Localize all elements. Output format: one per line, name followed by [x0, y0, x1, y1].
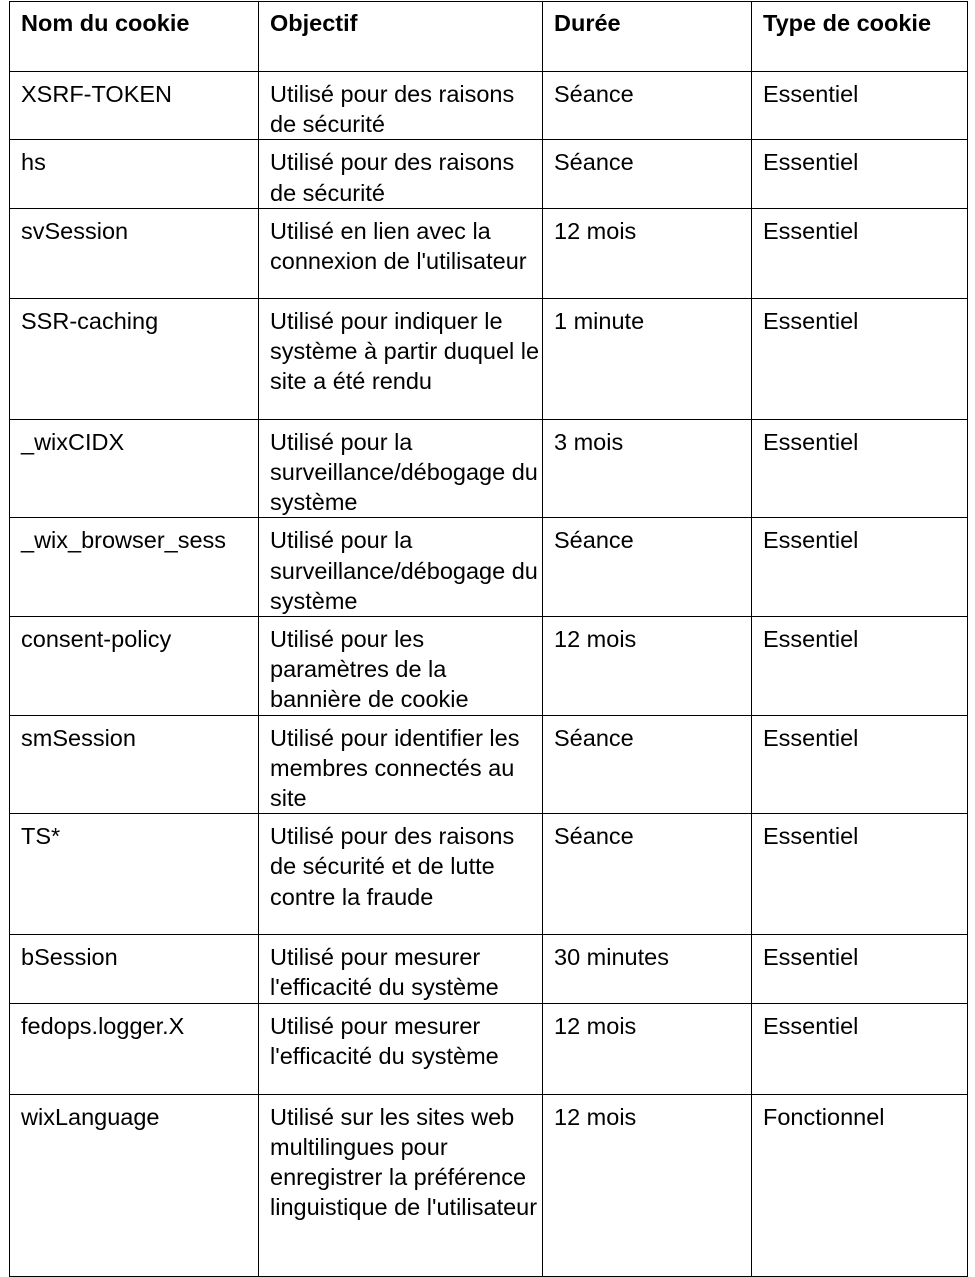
- cookie-type-cell: Essentiel: [752, 617, 968, 716]
- duration-cell: 12 mois: [543, 1094, 752, 1276]
- cookie-name-cell: _wixCIDX: [10, 419, 259, 518]
- duration-cell: 3 mois: [543, 419, 752, 518]
- header-purpose: Objectif: [259, 2, 543, 72]
- cookie-type-cell: Fonctionnel: [752, 1094, 968, 1276]
- header-duration: Durée: [543, 2, 752, 72]
- table-header-row: [10, 2, 968, 72]
- header-cookie-name: Nom du cookie: [10, 2, 259, 72]
- cookie-type-cell: Essentiel: [752, 715, 968, 814]
- cookie-type-cell: Essentiel: [752, 298, 968, 419]
- table-row: [10, 715, 968, 814]
- purpose-cell: Utilisé pour des raisons de sécurité: [259, 140, 543, 208]
- duration-cell: Séance: [543, 72, 752, 140]
- header-cookie-type: Type de cookie: [752, 2, 968, 72]
- purpose-cell: Utilisé pour la surveillance/débogage du système: [259, 518, 543, 617]
- table-row: [10, 1094, 968, 1276]
- duration-cell: Séance: [543, 518, 752, 617]
- purpose-cell: Utilisé pour des raisons de sécurité: [259, 72, 543, 140]
- table-row: [10, 814, 968, 935]
- cookie-type-cell: Essentiel: [752, 208, 968, 298]
- table-row: [10, 1003, 968, 1094]
- cookie-type-cell: Essentiel: [752, 935, 968, 1003]
- cookie-type-cell: Essentiel: [752, 1003, 968, 1094]
- cookie-name-cell: fedops.logger.X: [10, 1003, 259, 1094]
- cookie-name-cell: _wix_browser_sess: [10, 518, 259, 617]
- cookie-name-cell: SSR-caching: [10, 298, 259, 419]
- purpose-cell: Utilisé en lien avec la connexion de l'utilisateur: [259, 208, 543, 298]
- duration-cell: 12 mois: [543, 617, 752, 716]
- cookie-table: [9, 1, 968, 1277]
- cookie-name-cell: consent-policy: [10, 617, 259, 716]
- table-row: [10, 419, 968, 518]
- cookie-type-cell: Essentiel: [752, 814, 968, 935]
- cookie-name-cell: svSession: [10, 208, 259, 298]
- duration-cell: Séance: [543, 814, 752, 935]
- cookie-type-cell: Essentiel: [752, 72, 968, 140]
- table-row: [10, 935, 968, 1003]
- cookie-name-cell: bSession: [10, 935, 259, 1003]
- purpose-cell: Utilisé pour mesurer l'efficacité du système: [259, 935, 543, 1003]
- duration-cell: Séance: [543, 715, 752, 814]
- purpose-cell: Utilisé pour identifier les membres connectés au site: [259, 715, 543, 814]
- table-row: [10, 518, 968, 617]
- table-row: [10, 208, 968, 298]
- cookie-name-cell: smSession: [10, 715, 259, 814]
- table-row: [10, 617, 968, 716]
- table-row: [10, 298, 968, 419]
- duration-cell: 12 mois: [543, 208, 752, 298]
- duration-cell: 30 minutes: [543, 935, 752, 1003]
- purpose-cell: Utilisé sur les sites web multilingues pour enregistrer la préférence linguistique de l'utilisateur: [259, 1094, 543, 1276]
- cookie-type-cell: Essentiel: [752, 140, 968, 208]
- purpose-cell: Utilisé pour mesurer l'efficacité du système: [259, 1003, 543, 1094]
- cookie-type-cell: Essentiel: [752, 518, 968, 617]
- cookie-type-cell: Essentiel: [752, 419, 968, 518]
- duration-cell: 1 minute: [543, 298, 752, 419]
- cookie-name-cell: hs: [10, 140, 259, 208]
- cookie-name-cell: TS*: [10, 814, 259, 935]
- table-row: [10, 140, 968, 208]
- purpose-cell: Utilisé pour des raisons de sécurité et de lutte contre la fraude: [259, 814, 543, 935]
- duration-cell: 12 mois: [543, 1003, 752, 1094]
- cookie-name-cell: wixLanguage: [10, 1094, 259, 1276]
- purpose-cell: Utilisé pour la surveillance/débogage du système: [259, 419, 543, 518]
- purpose-cell: Utilisé pour les paramètres de la bannière de cookie: [259, 617, 543, 716]
- duration-cell: Séance: [543, 140, 752, 208]
- purpose-cell: Utilisé pour indiquer le système à partir duquel le site a été rendu: [259, 298, 543, 419]
- cookie-name-cell: XSRF-TOKEN: [10, 72, 259, 140]
- table-row: [10, 72, 968, 140]
